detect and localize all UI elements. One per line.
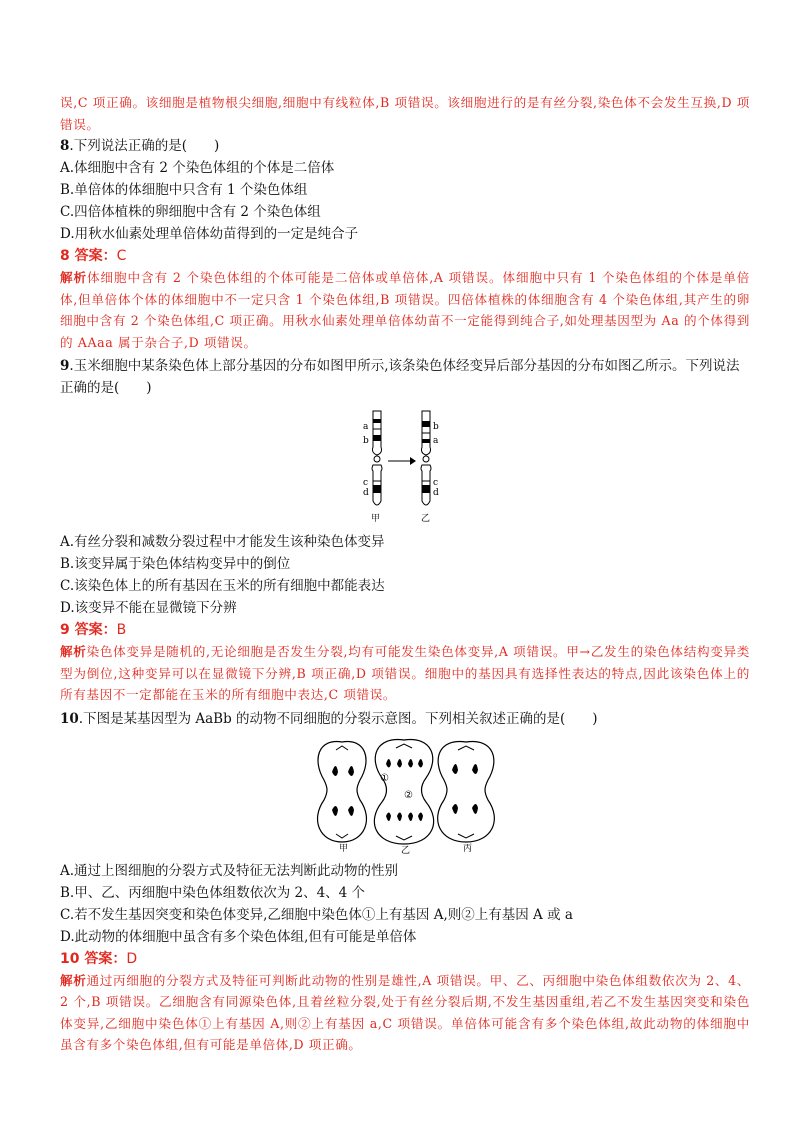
question-10-stem: 10.下图是某基因型为 AaBb 的动物不同细胞的分裂示意图。下列相关叙述正确的是( ) bbox=[60, 710, 598, 727]
left-gene-c: c bbox=[363, 478, 369, 488]
left-gene-a: a bbox=[363, 422, 369, 432]
right-gene-b: b bbox=[433, 422, 439, 432]
label-cell-yi: 乙 bbox=[401, 845, 411, 854]
q8-option-d: D.用秋水仙素处理单倍体幼苗得到的一定是纯合子 bbox=[60, 226, 359, 242]
q8-option-b: B.单倍体的体细胞中只含有 1 个染色体组 bbox=[60, 182, 308, 198]
right-gene-d: d bbox=[433, 488, 439, 498]
label-jia: 甲 bbox=[371, 514, 381, 524]
mark-2: ② bbox=[404, 789, 413, 801]
mark-1: ① bbox=[380, 772, 389, 784]
chromosome-yi bbox=[421, 411, 431, 505]
cell-jia bbox=[318, 741, 367, 841]
right-gene-a: a bbox=[433, 436, 439, 446]
cell-division-diagram bbox=[60, 736, 750, 854]
cell-bing bbox=[438, 741, 495, 841]
q10-option-d: D.此动物的体细胞中虽含有多个染色体组,但有可能是单倍体 bbox=[60, 928, 417, 945]
q10-answer: 10 答案：D bbox=[60, 950, 138, 967]
q8-option-c: C.四倍体植株的卵细胞中含有 2 个染色体组 bbox=[60, 204, 321, 220]
question-9-number: 9 bbox=[60, 358, 70, 374]
prev-explanation: 误,C 项正确。该细胞是植物根尖细胞,细胞中有线粒体,B 项错误。该细胞进行的是有丝分裂,染色体不会发生互换,D 项错误。 bbox=[60, 95, 750, 132]
q8-option-a: A.体细胞中含有 2 个染色体组的个体是二倍体 bbox=[60, 160, 335, 176]
document-page bbox=[60, 92, 750, 1056]
q8-answer: 8 答案：C bbox=[60, 248, 127, 264]
q9-option-c: C.该染色体上的所有基因在玉米的所有细胞中都能表达 bbox=[60, 578, 385, 594]
chromosome-diagram bbox=[60, 405, 750, 525]
q8-explanation: 解析体细胞中含有 2 个染色体组的个体可能是二倍体或单倍体,A 项错误。体细胞中只有 1 个染色体组的个体是单倍体,但单倍体个体的体细胞中不一定只含 1 个染色体组,B 项错误。四倍体植株的体细胞含有 4 个染色体组,其产生的卵细胞中含有 2 个染色体组,C 项正确。用秋水仙素处理单倍体幼苗不一定能得到纯合子,如处理基因型为 Aa 的个体得到的 AAaa 属于杂合子,D 项错误。 bbox=[60, 270, 750, 350]
cell-division-figure bbox=[60, 736, 750, 854]
right-gene-c: c bbox=[433, 478, 439, 488]
q9-option-b: B.该变异属于染色体结构变异中的倒位 bbox=[60, 556, 291, 572]
label-yi: 乙 bbox=[421, 514, 431, 524]
chromosome-jia bbox=[372, 411, 382, 505]
q9-answer: 9 答案：B bbox=[60, 622, 127, 638]
chromosome-figure bbox=[60, 405, 750, 525]
question-10-number: 10 bbox=[60, 710, 79, 727]
question-9-stem: 9.玉米细胞中某条染色体上部分基因的分布如图甲所示,该条染色体经变异后部分基因的分布如图乙所示。下列说法正确的是( ) bbox=[60, 358, 740, 396]
q9-option-d: D.该变异不能在显微镜下分辨 bbox=[60, 600, 237, 616]
left-gene-b: b bbox=[363, 436, 369, 446]
q10-option-b: B.甲、乙、丙细胞中染色体组数依次为 2、4、4 个 bbox=[60, 884, 366, 901]
q9-explanation: 解析染色体变异是随机的,无论细胞是否发生分裂,均有可能发生染色体变异,A 项错误。甲→乙发生的染色体结构变异类型为倒位,这种变异可以在显微镜下分辨,B 项正确,D 项错误。细胞中的基因具有选择性表达的特点,因此该染色体上的所有基因不一定都能在玉米的所有细胞中表达,C 项错误。 bbox=[60, 644, 750, 702]
arrow-icon bbox=[388, 457, 416, 465]
question-8-stem: 8.下列说法正确的是( ) bbox=[60, 138, 220, 154]
q10-explanation: 解析通过丙细胞的分裂方式及特征可判断此动物的性别是雄性,A 项错误。甲、乙、丙细胞中染色体组数依次为 2、4、2 个,B 项错误。乙细胞含有同源染色体,且着丝粒分裂,处于有丝分裂后期,不发生基因重组,若乙不发生基因突变和染色体变异,乙细胞中染色体①上有基因 A,则②上有基因 a,C 项错误。单倍体可能含有多个染色体组,故此动物的体细胞中虽含有多个染色体组,但有可能是单倍体,D 项正确。 bbox=[60, 972, 750, 1052]
q9-option-a: A.有丝分裂和减数分裂过程中才能发生该种染色体变异 bbox=[60, 534, 385, 550]
q10-option-c: C.若不发生基因突变和染色体变异,乙细胞中染色体①上有基因 A,则②上有基因 A 或 a bbox=[60, 906, 573, 923]
left-gene-d: d bbox=[363, 488, 369, 498]
q10-option-a: A.通过上图细胞的分裂方式及特征无法判断此动物的性别 bbox=[60, 862, 399, 879]
label-cell-jia: 甲 bbox=[339, 843, 349, 854]
question-8-number: 8 bbox=[60, 138, 70, 154]
label-cell-bing: 丙 bbox=[463, 843, 473, 854]
